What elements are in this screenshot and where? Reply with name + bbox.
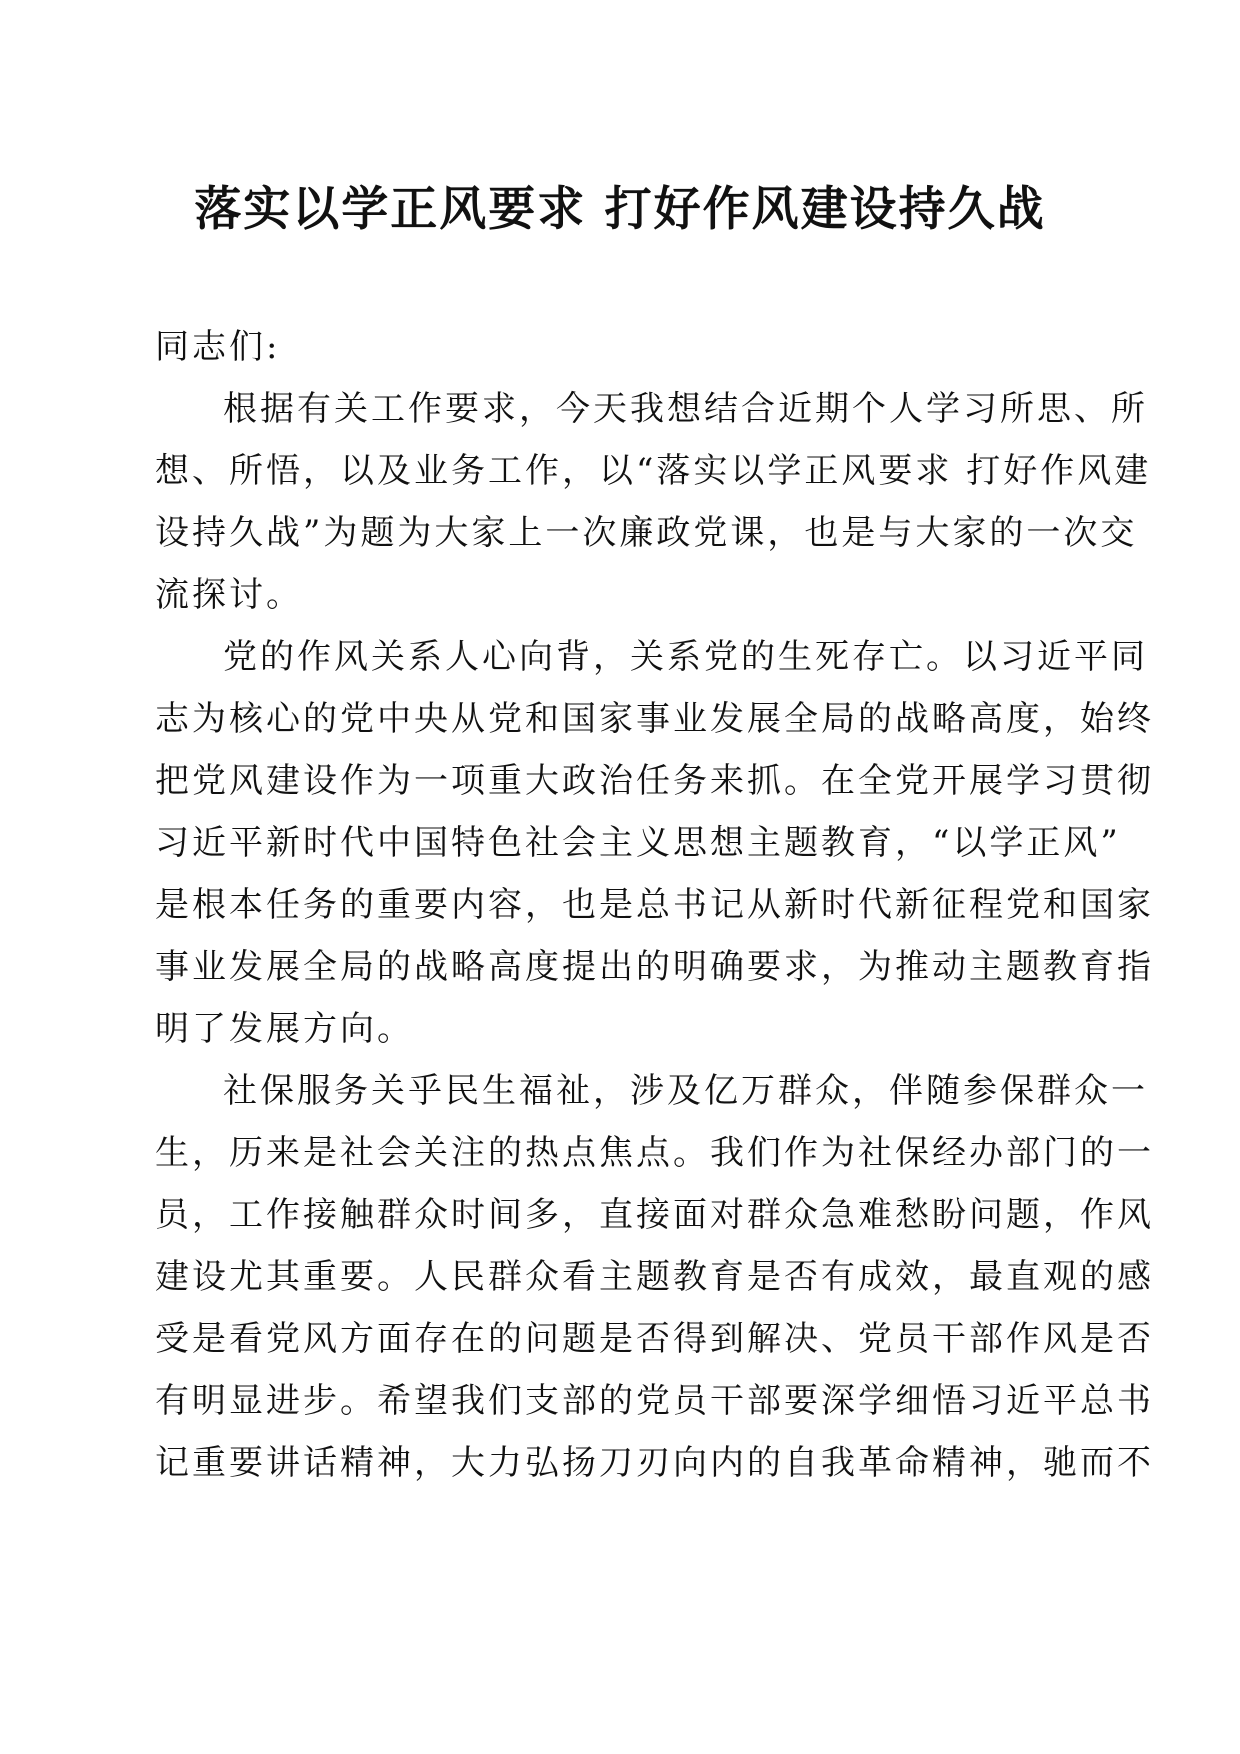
paragraph-line: 党的作风关系人心向背，关系党的生死存亡。以习近平同 xyxy=(223,637,1148,677)
document-body xyxy=(155,316,1154,1494)
paragraph-line: 社保服务关乎民生福祉，涉及亿万群众，伴随参保群众一 xyxy=(223,1071,1148,1111)
paragraph-line: 记重要讲话精神，大力弘扬刀刃向内的自我革命精神，驰而不 xyxy=(155,1443,1154,1483)
paragraph-line: 把党风建设作为一项重大政治任务来抓。在全党开展学习贯彻 xyxy=(155,761,1154,801)
paragraph-line: 建设尤其重要。人民群众看主题教育是否有成效，最直观的感 xyxy=(155,1257,1154,1297)
paragraph-line: 生，历来是社会关注的热点焦点。我们作为社保经办部门的一 xyxy=(155,1133,1154,1173)
paragraph-2 xyxy=(155,626,1154,1060)
paragraph-line: 想、所悟，以及业务工作，以“落实以学正风要求 打好作风建 xyxy=(155,451,1152,491)
paragraph-1 xyxy=(155,378,1152,626)
salutation: 同志们: xyxy=(155,327,281,367)
paragraph-line: 明了发展方向。 xyxy=(155,1009,414,1049)
paragraph-3 xyxy=(155,1060,1154,1494)
paragraph-line: 设持久战”为题为大家上一次廉政党课，也是与大家的一次交 xyxy=(155,513,1138,553)
paragraph-line: 受是看党风方面存在的问题是否得到解决、党员干部作风是否 xyxy=(155,1319,1154,1359)
paragraph-line: 习近平新时代中国特色社会主义思想主题教育，“以学正风” xyxy=(155,823,1121,863)
paragraph-line: 有明显进步。希望我们支部的党员干部要深学细悟习近平总书 xyxy=(155,1381,1154,1421)
document-title: 落实以学正风要求 打好作风建设持久战 xyxy=(194,182,1046,237)
paragraph-line: 员，工作接触群众时间多，直接面对群众急难愁盼问题，作风 xyxy=(155,1195,1154,1235)
paragraph-line: 志为核心的党中央从党和国家事业发展全局的战略高度，始终 xyxy=(155,699,1154,739)
paragraph-line: 流探讨。 xyxy=(155,575,303,615)
paragraph-line: 事业发展全局的战略高度提出的明确要求，为推动主题教育指 xyxy=(155,947,1154,987)
paragraph-line: 根据有关工作要求，今天我想结合近期个人学习所思、所 xyxy=(223,389,1148,429)
paragraph-line: 是根本任务的重要内容，也是总书记从新时代新征程党和国家 xyxy=(155,885,1154,925)
